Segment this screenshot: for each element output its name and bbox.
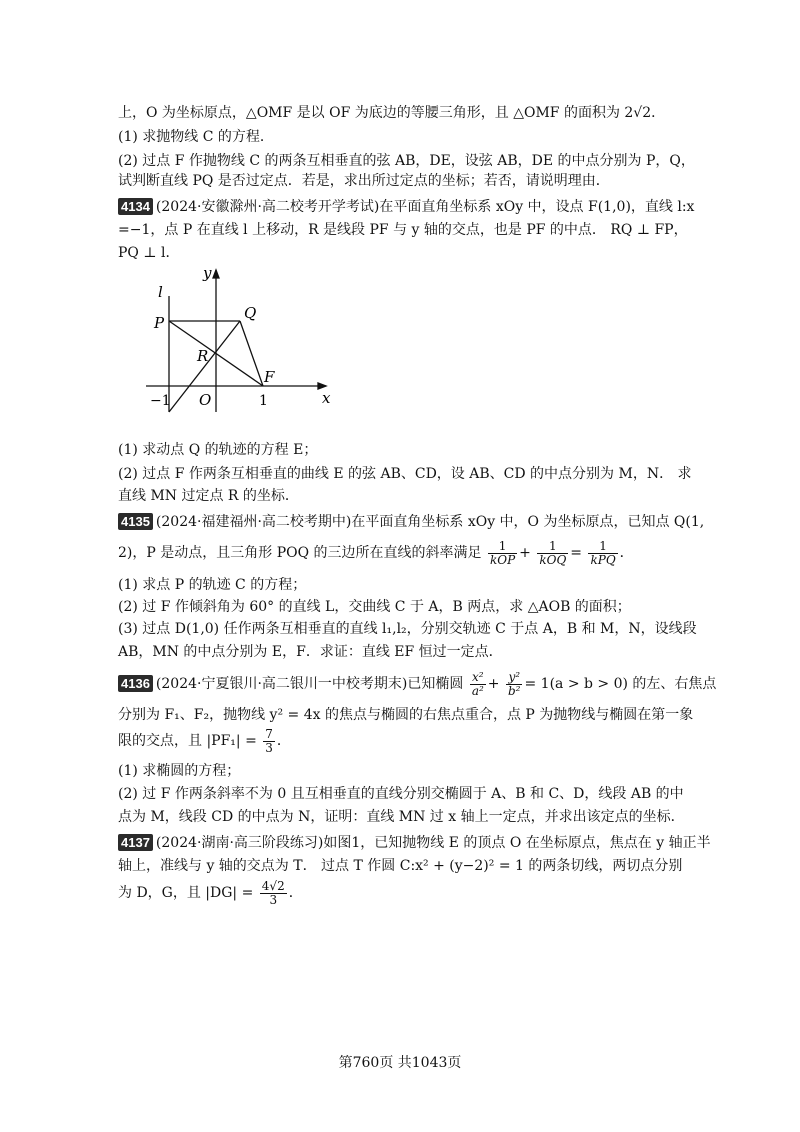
problem-4137-line: 4137 (2024·湖南·高三阶段练习)如图1，已知抛物线 E 的顶点 O 在坐标原点，焦点在 y 轴正半 — [118, 834, 711, 852]
label-P: P — [154, 314, 165, 332]
question-part: (2) 过 F 作倾斜角为 60° 的直线 L，交曲线 C 于 A，B 两点，求 △AOB 的面积； — [118, 599, 631, 615]
text-line: 2)，P 是动点，且三角形 POQ 的三边所在直线的斜率满足 $\frac{1}{\text{kOP}}$ + $\frac{1}{\text{kOQ}}$ = $\frac{1}{\text{kPQ}}$ ． — [118, 538, 634, 567]
question-part: (1) 求点 P 的轨迹 C 的方程； — [118, 577, 307, 593]
text-line: 限的交点，且 |PF₁| = $\frac{7}{3}$ ． — [118, 726, 291, 755]
label-x: x — [322, 389, 331, 407]
label-F: F — [264, 368, 275, 386]
label-l: l — [158, 283, 163, 301]
label-Q: Q — [244, 304, 257, 322]
text-line: 为 D，G，且 |DG| = $\frac{4√2}{3}$ ． — [118, 878, 303, 907]
text-line: =−1，点 P 在直线 l 上移动，R 是线段 PF 与 y 轴的交点，也是 PF 的中点． RQ ⊥ FP， — [118, 222, 688, 238]
question-part: 直线 MN 过定点 R 的坐标． — [118, 488, 299, 504]
page-footer: 第760页 共1043页 — [338, 1055, 462, 1071]
geometry-figure — [140, 262, 340, 422]
problem-number: 4136 — [118, 675, 153, 692]
fraction: $\frac{7}{3}$ — [265, 726, 273, 755]
question-part: (1) 求椭圆的方程； — [118, 763, 241, 779]
question-part: (2) 过点 F 作两条互相垂直的曲线 E 的弦 AB、CD，设 AB、CD 的中点分别为 M，N． 求 — [118, 466, 692, 482]
fraction: $\frac{1}{\text{kOQ}}$ — [539, 538, 567, 567]
question-part: (3) 过点 D(1,0) 任作两条互相垂直的直线 l₁,l₂，分别交轨迹 C 于点 A，B 和 M，N，设线段 — [118, 621, 697, 637]
fraction: $\frac{1}{\text{kOP}}$ — [489, 538, 516, 567]
fraction: $\frac{4√2}{3}$ — [261, 878, 285, 907]
text-line: PQ ⊥ l． — [118, 245, 180, 261]
fraction: $\frac{\text{x²}}{\text{a²}}$ — [471, 669, 484, 698]
fraction: $\frac{\text{y²}}{\text{b²}}$ — [507, 669, 521, 698]
problem-4134-line: 4134 (2024·安徽滁州·高二校考开学考试)在平面直角坐标系 xOy 中，设点 F(1,0)，直线 l:x — [118, 198, 694, 216]
question-part: (2) 过 F 作两条斜率不为 0 且互相垂直的直线分别交椭圆于 A、B 和 C、D，线段 AB 的中 — [118, 786, 684, 802]
label-R: R — [197, 347, 209, 365]
text-line: 上，O 为坐标原点，△OMF 是以 OF 为底边的等腰三角形，且 △OMF 的面积为 2√2． — [118, 105, 666, 121]
problem-4136-line: 4136 (2024·宁夏银川·高二银川一中校考期末)已知椭圆 $\frac{\text{x²}}{\text{a²}}$ + $\frac{\text{y²}}{\text{b²}}$ = 1(a > b > 0) 的左、右焦点 — [118, 668, 716, 700]
text-line: 轴上，准线与 y 轴的交点为 T． 过点 T 作圆 C:x² + (y−2)² = 1 的两条切线，两切点分别 — [118, 858, 683, 874]
question-part: AB，MN 的中点分别为 E，F．求证：直线 EF 恒过一定点． — [118, 644, 503, 660]
question-part: (1) 求动点 Q 的轨迹的方程 E； — [118, 442, 318, 458]
label-O: O — [199, 391, 212, 409]
problem-number: 4134 — [118, 198, 153, 215]
problem-4135-line: 4135 (2024·福建福州·高二校考期中)在平面直角坐标系 xOy 中，O 为坐标原点，已知点 Q(1, — [118, 513, 704, 531]
label-minus-one: −1 — [150, 393, 171, 409]
question-part: 点为 M，线段 CD 的中点为 N，证明：直线 MN 过 x 轴上一定点，并求出该定点的坐标． — [118, 809, 685, 825]
problem-number: 4137 — [118, 834, 153, 851]
fraction: $\frac{1}{\text{kPQ}}$ — [590, 538, 616, 567]
question-part: (1) 求抛物线 C 的方程． — [118, 129, 274, 145]
problem-number: 4135 — [118, 513, 153, 530]
text-line: 分别为 F₁、F₂，抛物线 y² = 4x 的焦点与椭圆的右焦点重合，点 P 为抛物线与椭圆在第一象 — [118, 707, 694, 723]
label-y: y — [203, 264, 212, 282]
question-part: (2) 过点 F 作抛物线 C 的两条互相垂直的弦 AB，DE，设弦 AB，DE 的中点分别为 P，Q， — [118, 153, 695, 169]
label-one: 1 — [259, 393, 268, 409]
question-part: 试判断直线 PQ 是否过定点．若是，求出所过定点的坐标；若否，请说明理由． — [118, 173, 610, 189]
